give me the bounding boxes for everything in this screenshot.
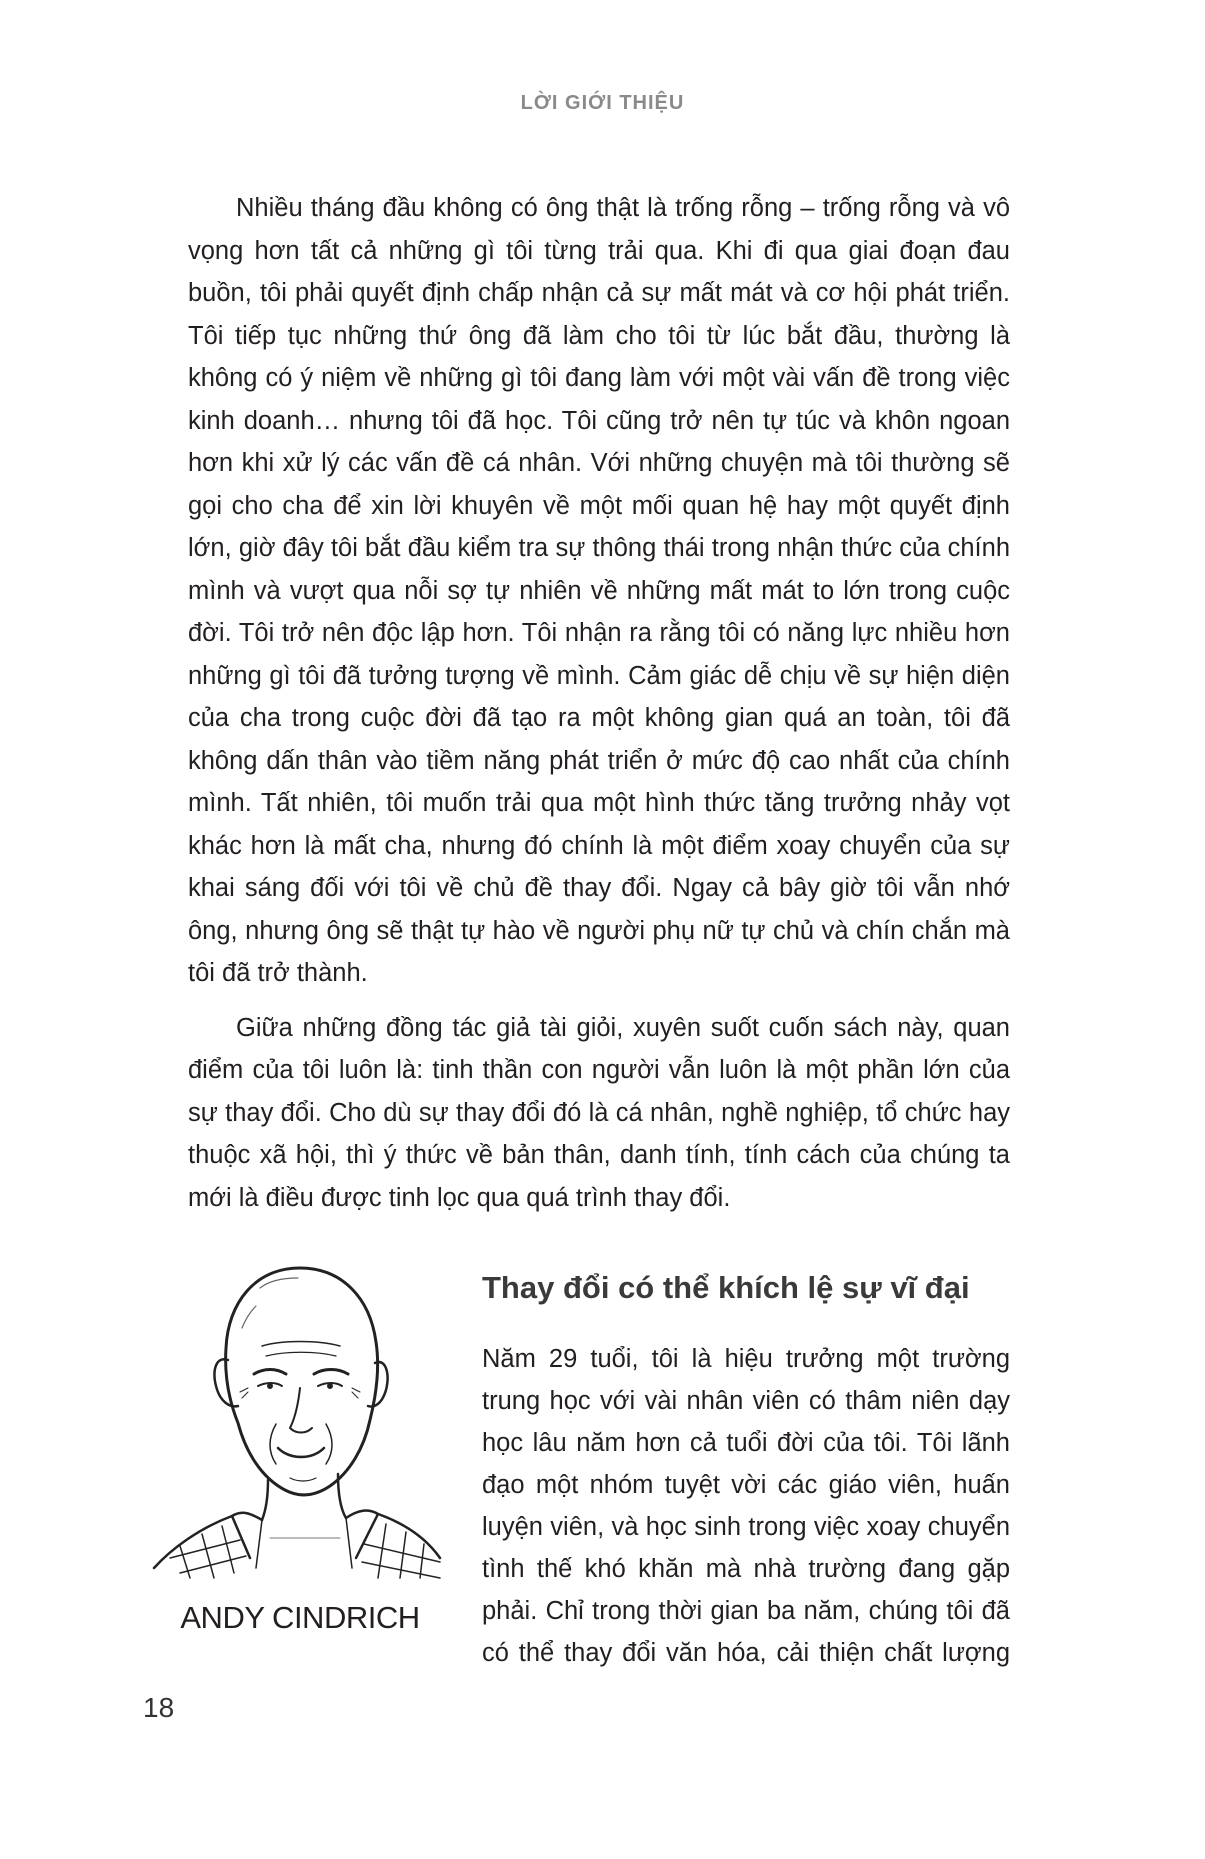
paragraph-1: Nhiều tháng đầu không có ông thật là trống rỗng – trống rỗng và vô vọng hơn tất cả những gì tôi từng trải qua. Khi đi qua giai đoạn đau buồn, tôi phải quyết định chấp nhận cả sự mất mát và cơ hội phát triển. Tôi tiếp tục những thứ ông đã làm cho tôi từ lúc bắt đầu, thường là không có ý niệm về những gì tôi đang làm với một vài vấn đề trong việc kinh doanh… nhưng tôi đã học. Tôi cũng trở nên tự túc và khôn ngoan hơn khi xử lý các vấn đề cá nhân. Với những chuyện mà tôi thường sẽ gọi cho cha để xin lời khuyên về một mối quan hệ hay một quyết định lớn, giờ đây tôi bắt đầu kiểm tra sự thông thái trong nhận thức của chính mình và vượt qua nỗi sợ tự nhiên về những mất mát to lớn trong cuộc đời. Tôi trở nên độc lập hơn. Tôi nhận ra rằng tôi có năng lực nhiều hơn những gì tôi đã tưởng tượng về mình. Cảm giác dễ chịu về sự hiện diện của cha trong cuộc đời đã tạo ra một không gian quá an toàn, tôi đã không dấn thân vào tiềm năng phát triển ở mức độ cao nhất của chính mình. Tất nhiên, tôi muốn trải qua một hình thức tăng trưởng nhảy vọt khác hơn là mất cha, nhưng đó chính là một điểm xoay chuyển của sự khai sáng đối với tôi về chủ đề thay đổi. Ngay cả bây giờ tôi vẫn nhớ ông, nhưng ông sẽ thật tự hào về người phụ nữ tự chủ và chín chắn mà tôi đã trở thành.	[188, 194, 1010, 987]
section-line: tình thế khó khăn mà nhà trường đang gặp	[482, 1555, 1010, 1583]
section-line: đạo một nhóm tuyệt vời các giáo viên, huấn	[482, 1471, 1010, 1499]
section-line: có thể thay đổi văn hóa, cải thiện chất lượng	[482, 1639, 1010, 1667]
section-line: luyện viên, và học sinh trong việc xoay chuyển	[482, 1513, 1010, 1541]
author-portrait-illustration	[150, 1228, 450, 1598]
author-caption: ANDY CINDRICH	[180, 1600, 420, 1635]
section-line: Năm 29 tuổi, tôi là hiệu trưởng một trường	[482, 1345, 1010, 1373]
page-number: 18	[143, 1692, 175, 1723]
running-head: LỜI GIỚI THIỆU	[520, 92, 685, 114]
body-text	[188, 187, 1010, 1231]
section-title: Thay đổi có thể khích lệ sự vĩ đại	[482, 1270, 970, 1305]
section-line: phải. Chỉ trong thời gian ba năm, chúng tôi đã	[482, 1597, 1010, 1625]
paragraph-2: Giữa những đồng tác giả tài giỏi, xuyên suốt cuốn sách này, quan điểm của tôi luôn là: tinh thần con người vẫn luôn là một phần lớn của sự thay đổi. Cho dù sự thay đổi đó là cá nhân, nghề nghiệp, tổ chức hay thuộc xã hội, thì ý thức về bản thân, danh tính, tính cách của chúng ta mới là điều được tinh lọc qua quá trình thay đổi.	[188, 1013, 1010, 1212]
section-body	[482, 1338, 1010, 1674]
section-line: trung học với vài nhân viên có thâm niên dạy	[482, 1387, 1010, 1415]
section-line: học lâu năm hơn cả tuổi đời của tôi. Tôi lãnh	[482, 1429, 1010, 1457]
